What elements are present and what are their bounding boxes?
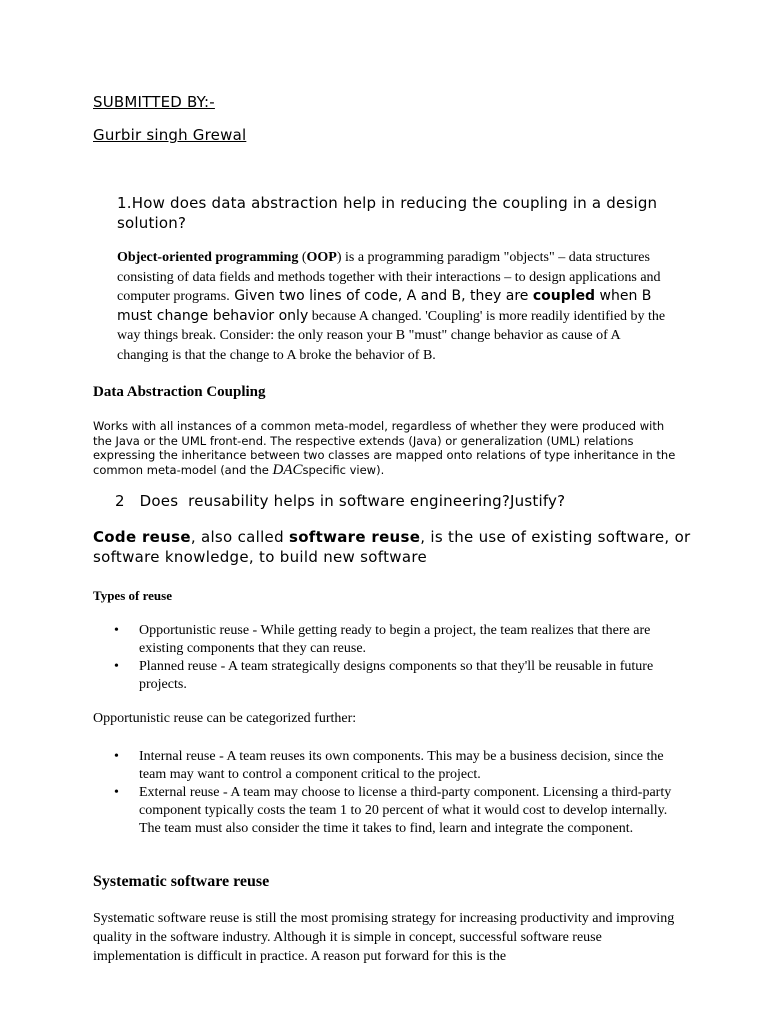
list-item [93,658,683,694]
oop-open-paren: ( [298,250,307,265]
list-item [93,748,683,784]
bullet-icon: • [114,659,119,674]
oop-text-3: when B must change behavior only [117,288,652,324]
systematic-reuse-heading: Systematic software reuse [93,873,270,890]
dac-text-2: specific view). [302,462,385,477]
types-of-reuse-heading: Types of reuse [93,588,172,603]
code-reuse-text-1: , also called [190,528,289,546]
systematic-reuse-paragraph: Systematic software reuse is still the most promising strategy for increasing productivity and improving quality in the software industry. Although it is simple in concept, successful software reuse implementation is difficult in practice. A reason put forward for this is the [93,911,675,964]
dac-math: DAC [272,461,303,478]
opportunistic-intro: Opportunistic reuse can be categorized further: [93,711,357,726]
question-2: 2 Does reusability helps in software engineering?Justify? [115,492,566,510]
opportunistic-types-list [93,748,683,838]
submitted-by-label: SUBMITTED BY:- [93,93,215,111]
code-reuse-term: Code reuse [93,528,191,546]
oop-paragraph [117,248,672,365]
code-reuse-text-2: , is the use of existing software, or software knowledge, to build new software [93,528,691,566]
software-reuse-term: software reuse [288,528,421,546]
oop-text-4: because A changed. 'Coupling' is more readily identified by the way things break. Consider: the only reason your B "must" change behavior as cause of A changing is that the change to A broke the behavior of B. [117,308,666,363]
oop-text-2: Given two lines of code, A and B, they are [229,288,533,304]
oop-abbr: OOP [306,250,337,265]
list-item [93,622,683,658]
dac-text-1: Works with all instances of a common meta-model, regardless of whether they were produced with the Java or the UML front-end. The respective extends (Java) or generalization (UML) relations expressing the inheritance between two classes are mapped onto relations of type inheritance in the common meta-model (and the [93,419,676,477]
bullet-icon: • [114,749,119,764]
code-reuse-paragraph [93,527,693,567]
reuse-types-list [93,622,683,694]
oop-term: Object-oriented programming [117,250,299,265]
list-item-text: Internal reuse - A team reuses its own components. This may be a business decision, since the team may want to control a component critical to the project. [139,749,664,782]
author-name: Gurbir singh Grewal [93,126,247,144]
oop-text-1: ) is a programming paradigm "objects" – data structures consisting of data fields and methods together with their interactions – to design applications and computer programs. [117,250,661,304]
dac-heading: Data Abstraction Coupling [93,384,266,400]
question-1: 1.How does data abstraction help in reducing the coupling in a design solution? [117,194,658,232]
bullet-icon: • [114,785,119,800]
list-item [93,784,683,838]
coupled-term: coupled [532,288,596,304]
list-item-text: Opportunistic reuse - While getting ready to begin a project, the team realizes that there are existing components that they can reuse. [139,623,651,656]
list-item-text: External reuse - A team may choose to license a third-party component. Licensing a third-party component typically costs the team 1 to 20 percent of what it would cost to develop internally. The team must also consider the time it takes to find, learn and integrate the component. [139,785,672,836]
list-item-text: Planned reuse - A team strategically designs components so that they'll be reusable in future projects. [139,659,654,692]
bullet-icon: • [114,623,119,638]
dac-paragraph [93,419,683,477]
